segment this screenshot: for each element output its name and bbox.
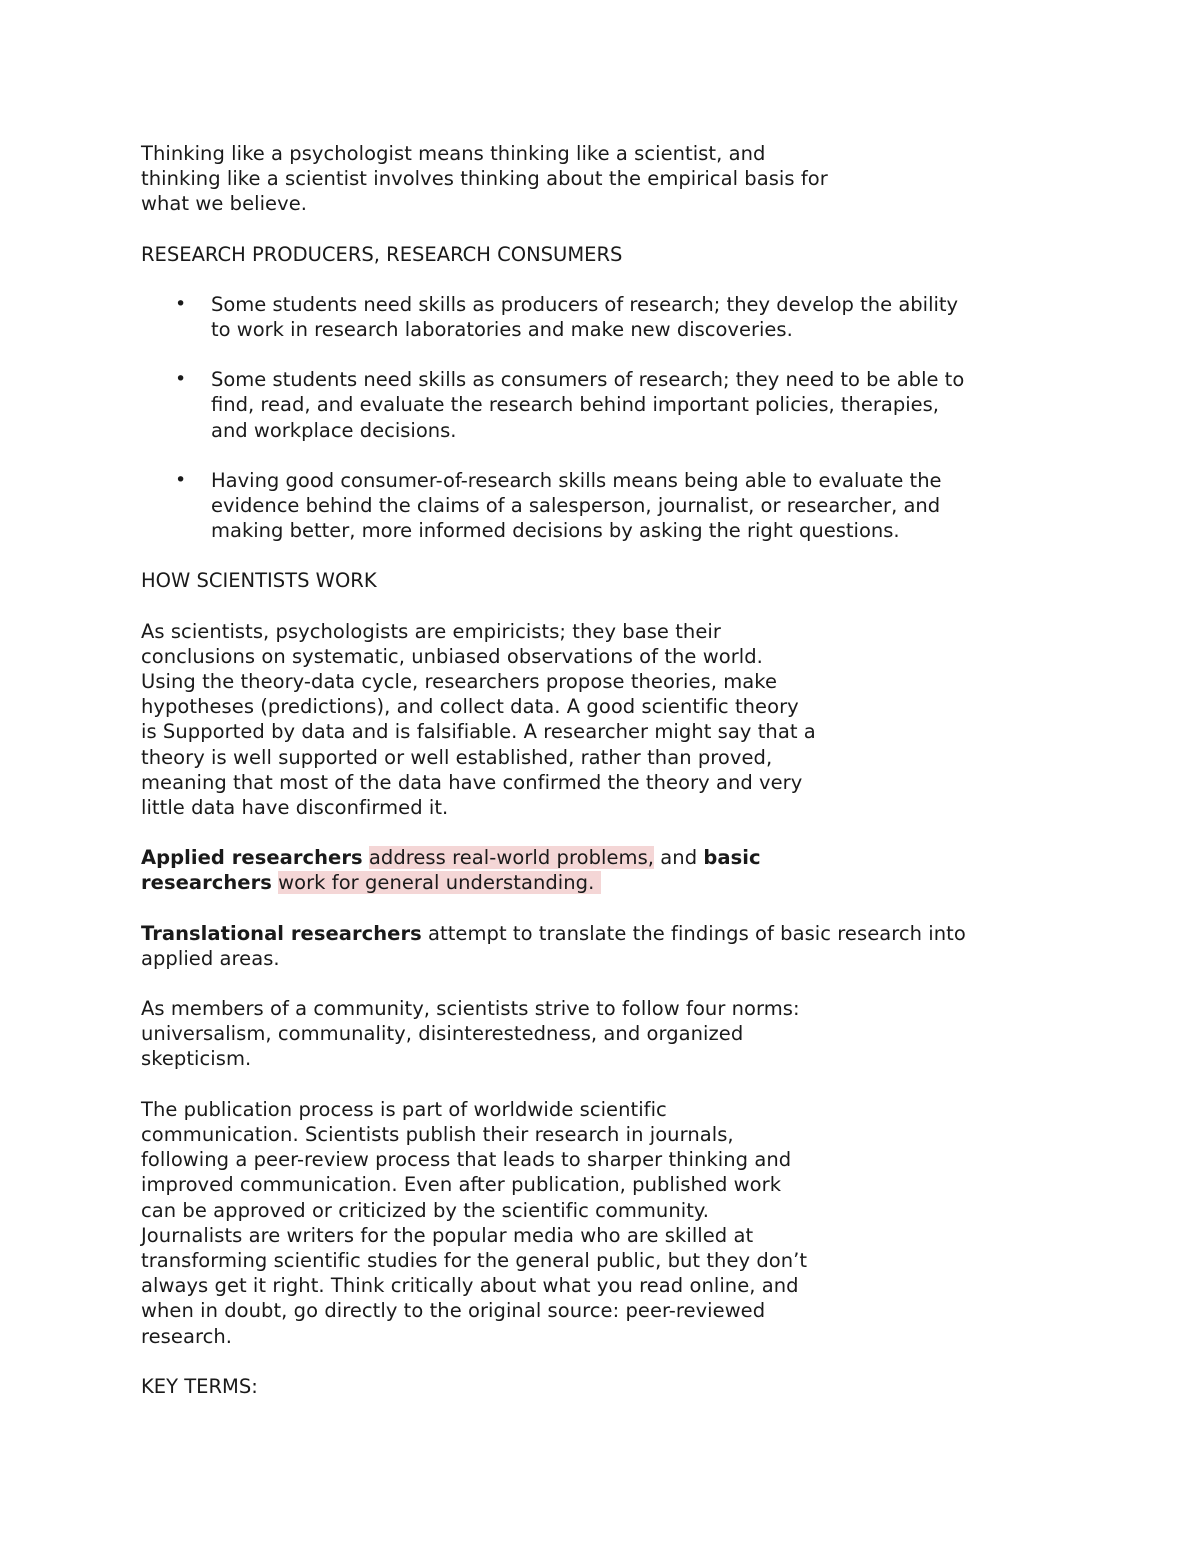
text-line: making better, more informed decisions by asking the right questions. <box>211 519 900 543</box>
list-item <box>141 367 1061 443</box>
text-line: Journalists are writers for the popular media who are skilled at <box>141 1223 754 1247</box>
bullet-icon: • <box>175 368 187 391</box>
text-line: Thinking like a psychologist means thinking like a scientist, and <box>141 142 766 165</box>
text-line: when in doubt, go directly to the original source: peer-reviewed <box>141 1299 766 1323</box>
term-basic: basic <box>703 846 761 870</box>
text-line: research. <box>141 1324 233 1348</box>
text-line: hypotheses (predictions), and collect data. A good scientific theory <box>141 695 799 719</box>
section-heading-research: RESEARCH PRODUCERS, RESEARCH CONSUMERS <box>141 242 623 266</box>
text-line: always get it right. Think critically about what you read online, and <box>141 1274 799 1298</box>
text-line <box>141 870 1061 895</box>
text-line: thinking like a scientist involves thinking about the empirical basis for <box>141 167 828 191</box>
text-line: applied areas. <box>141 946 280 970</box>
text-line: transforming scientific studies for the general public, but they don’t <box>141 1248 808 1272</box>
text-line: to work in research laboratories and make new discoveries. <box>211 318 793 342</box>
applied-basic-paragraph <box>141 845 1061 895</box>
text-line: find, read, and evaluate the research behind important policies, therapies, <box>211 393 940 417</box>
text-line: theory is well supported or well established, rather than proved, <box>141 745 773 769</box>
text-line: is Supported by data and is falsifiable. A researcher might say that a <box>141 720 816 744</box>
text-line: Some students need skills as producers of research; they develop the ability <box>211 292 959 316</box>
text-line: Using the theory-data cycle, researchers propose theories, make <box>141 670 777 694</box>
norms-paragraph <box>141 996 1061 1072</box>
bullet-icon: • <box>175 468 187 491</box>
section-heading-key-terms: KEY TERMS: <box>141 1374 258 1398</box>
text-span: attempt to translate the findings of basic research into <box>421 921 966 945</box>
text-line: meaning that most of the data have confirmed the theory and very <box>141 770 803 794</box>
bullet-icon: • <box>175 292 187 315</box>
document-page <box>141 141 1061 1399</box>
text-span: and <box>654 846 704 870</box>
text-line: what we believe. <box>141 192 307 216</box>
text-line: little data have disconfirmed it. <box>141 796 449 820</box>
text-line: The publication process is part of worldwide scientific <box>141 1097 667 1121</box>
translational-paragraph <box>141 921 1061 971</box>
text-line: conclusions on systematic, unbiased observations of the world. <box>141 644 763 668</box>
term-researchers: researchers <box>141 871 272 895</box>
text-line: As scientists, psychologists are empiricists; they base their <box>141 619 721 643</box>
text-line: can be approved or criticized by the scientific community. <box>141 1198 709 1222</box>
text-line: Having good consumer-of-research skills means being able to evaluate the <box>211 468 942 492</box>
highlighted-text: work for general understanding. <box>278 871 601 895</box>
term-applied-researchers: Applied researchers <box>141 846 363 870</box>
text-line: skepticism. <box>141 1047 252 1071</box>
term-translational-researchers: Translational researchers <box>141 921 422 945</box>
text-line: and workplace decisions. <box>211 418 457 442</box>
section-heading-how-scientists-work: HOW SCIENTISTS WORK <box>141 569 377 593</box>
text-line: improved communication. Even after publication, published work <box>141 1173 782 1197</box>
bullet-list <box>141 292 1061 544</box>
intro-paragraph <box>141 141 1061 217</box>
text-line <box>141 845 1061 870</box>
list-item <box>141 468 1061 544</box>
text-line: following a peer-review process that leads to sharper thinking and <box>141 1148 792 1172</box>
text-line: communication. Scientists publish their research in journals, <box>141 1122 734 1146</box>
list-item <box>141 292 1061 342</box>
text-line: As members of a community, scientists strive to follow four norms: <box>141 997 800 1021</box>
text-line: evidence behind the claims of a salesperson, journalist, or researcher, and <box>211 494 941 518</box>
text-line <box>141 921 1061 946</box>
text-line: universalism, communality, disinterestedness, and organized <box>141 1022 744 1046</box>
publication-paragraph <box>141 1097 1061 1349</box>
highlighted-text: address real-world problems, <box>368 846 655 870</box>
text-line: Some students need skills as consumers of research; they need to be able to <box>211 368 965 392</box>
empiricists-paragraph <box>141 619 1061 821</box>
